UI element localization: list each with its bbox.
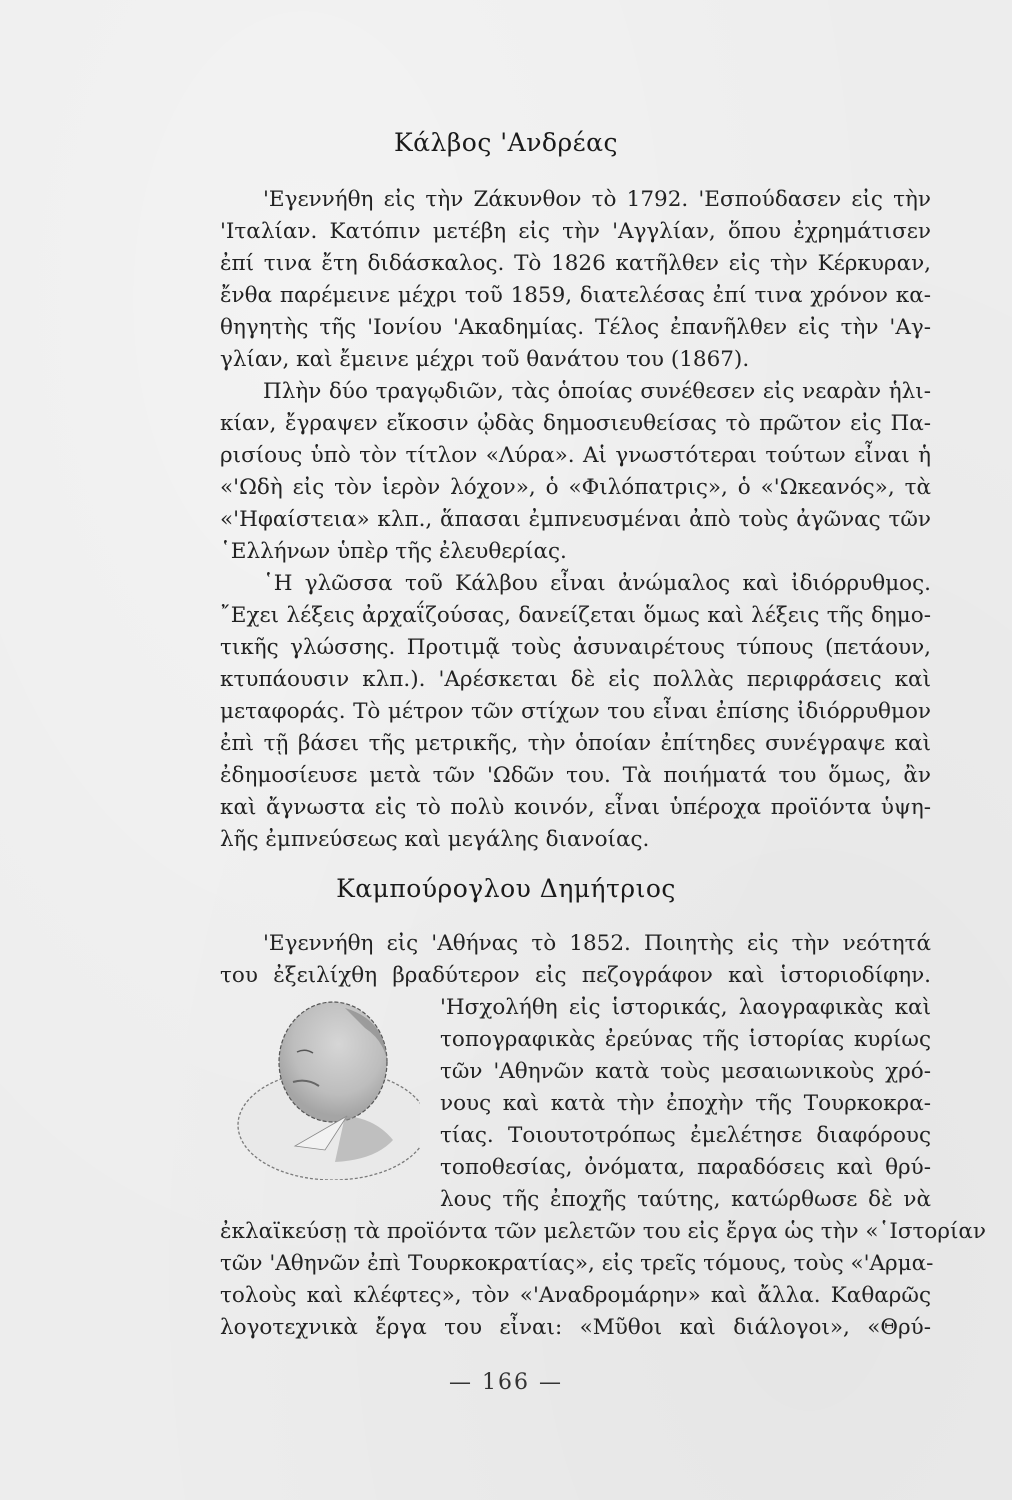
text-line: λογοτεχνικὰ ἔργα του εἶναι: «Μῦθοι καὶ διάλογοι», «Θρύ- xyxy=(220,1315,931,1340)
text-line: ἐδημοσίευσε μετὰ τῶν 'Ωδῶν του. Τὰ ποιήματά του ὅμως, ἂν xyxy=(220,763,931,788)
text-line: μεταφοράς. Τὸ μέτρον τῶν στίχων του εἶναι ἐπίσης ἰδιόρρυθμον xyxy=(220,699,931,724)
text-line: ῾Η γλῶσσα τοῦ Κάλβου εἶναι ἀνώμαλος καὶ ἰδιόρρυθμος. xyxy=(263,571,931,596)
text-line: τῶν 'Αθηνῶν κατὰ τοὺς μεσαιωνικοὺς χρό- xyxy=(440,1059,931,1084)
page-number: — 166 — xyxy=(449,1370,563,1395)
text-line: 'Εγεννήθη εἰς τὴν Ζάκυνθον τὸ 1792. 'Εσπούδασεν εἰς τὴν xyxy=(263,187,931,212)
text-line: ρισίους ὑπὸ τὸν τίτλον «Λύρα». Αἱ γνωστότεραι τούτων εἶναι ἡ xyxy=(220,443,931,468)
text-line: Πλὴν δύο τραγῳδιῶν, τὰς ὁποίας συνέθεσεν εἰς νεαρὰν ἡλι- xyxy=(263,379,931,404)
text-line: λῆς ἐμπνεύσεως καὶ μεγάλης διανοίας. xyxy=(220,827,650,852)
text-line: ῾Ελλήνων ὑπὲρ τῆς ἐλευθερίας. xyxy=(220,539,567,564)
text-line: ἐπὶ τῇ βάσει τῆς μετρικῆς, τὴν ὁποίαν ἐπίτηδες συνέγραψε καὶ xyxy=(220,731,931,756)
text-line: γλίαν, καὶ ἔμεινε μέχρι τοῦ θανάτου του (1867). xyxy=(220,347,750,372)
text-line: «'Ωδὴ εἰς τὸν ἱερὸν λόχον», ὁ «Φιλόπατρις», ὁ «'Ωκεανός», τὰ xyxy=(220,475,931,500)
text-line: 'Εγεννήθη εἰς 'Αθήνας τὸ 1852. Ποιητὴς εἰς τὴν νεότητά xyxy=(263,931,931,956)
text-line: τῶν 'Αθηνῶν ἐπὶ Τουρκοκρατίας», εἰς τρεῖς τόμους, τοὺς «'Αρμα- xyxy=(220,1251,934,1276)
section-title-kambouroglou: Καμπούρογλου Δημήτριος xyxy=(336,874,676,903)
text-line: θηγητὴς τῆς 'Ιονίου 'Ακαδημίας. Τέλος ἐπανῆλθεν εἰς τὴν 'Αγ- xyxy=(220,315,931,340)
text-line: λους τῆς ἐποχῆς ταύτης, κατώρθωσε δὲ νὰ xyxy=(440,1187,931,1212)
text-line: τίας. Τοιουτοτρόπως ἐμελέτησε διαφόρους xyxy=(440,1123,931,1148)
text-line: ἔνθα παρέμεινε μέχρι τοῦ 1859, διατελέσας ἐπί τινα χρόνον κα- xyxy=(220,283,931,308)
text-line: ῎Εχει λέξεις ἀρχαΐζούσας, δανείζεται ὅμως καὶ λέξεις τῆς δημο- xyxy=(220,603,931,628)
portrait-engraving-image xyxy=(215,1000,420,1180)
text-line: τοπογραφικὰς ἐρεύνας τῆς ἱστορίας κυρίως xyxy=(440,1027,931,1052)
text-line: τοποθεσίας, ὀνόματα, παραδόσεις καὶ θρύ- xyxy=(440,1155,931,1180)
text-line: «'Ηφαίστεια» κλπ., ἅπασαι ἐμπνευσμέναι ἀπὸ τοὺς ἀγῶνας τῶν xyxy=(220,507,931,532)
text-line: ἐπί τινα ἔτη διδάσκαλος. Τὸ 1826 κατῆλθεν εἰς τὴν Κέρκυραν, xyxy=(220,251,931,276)
text-line: νους καὶ κατὰ τὴν ἐποχὴν τῆς Τουρκοκρα- xyxy=(440,1091,931,1116)
text-line: 'Ιταλίαν. Κατόπιν μετέβη εἰς τὴν 'Αγγλίαν, ὅπου ἐχρημάτισεν xyxy=(220,219,931,244)
text-line: τολοὺς καὶ κλέφτες», τὸν «'Αναδρομάρην» καὶ ἄλλα. Καθαρῶς xyxy=(220,1283,931,1308)
text-line: του ἐξειλίχθη βραδύτερον εἰς πεζογράφον καὶ ἱστοριοδίφην. xyxy=(220,963,931,988)
text-line: κτυπάουσιν κλπ.). 'Αρέσκεται δὲ εἰς πολλὰς περιφράσεις καὶ xyxy=(220,667,931,692)
text-line: καὶ ἄγνωστα εἰς τὸ πολὺ κοινόν, εἶναι ὑπέροχα προϊόντα ὑψη- xyxy=(220,795,931,820)
text-line: 'Ησχολήθη εἰς ἱστορικάς, λαογραφικὰς καὶ xyxy=(440,995,931,1020)
section-title-kalvos: Κάλβος 'Ανδρέας xyxy=(393,128,619,157)
text-line: κίαν, ἔγραψεν εἴκοσιν ᾠδὰς δημοσιευθείσας τὸ πρῶτον εἰς Πα- xyxy=(220,411,931,436)
text-line: ἐκλαϊκεύσῃ τὰ προϊόντα τῶν μελετῶν του εἰς ἔργα ὡς τὴν «῾Ιστορίαν xyxy=(220,1219,987,1244)
text-line: τικῆς γλώσσης. Προτιμᾷ τοὺς ἀσυναιρέτους τύπους (πετάουν, xyxy=(220,635,931,660)
